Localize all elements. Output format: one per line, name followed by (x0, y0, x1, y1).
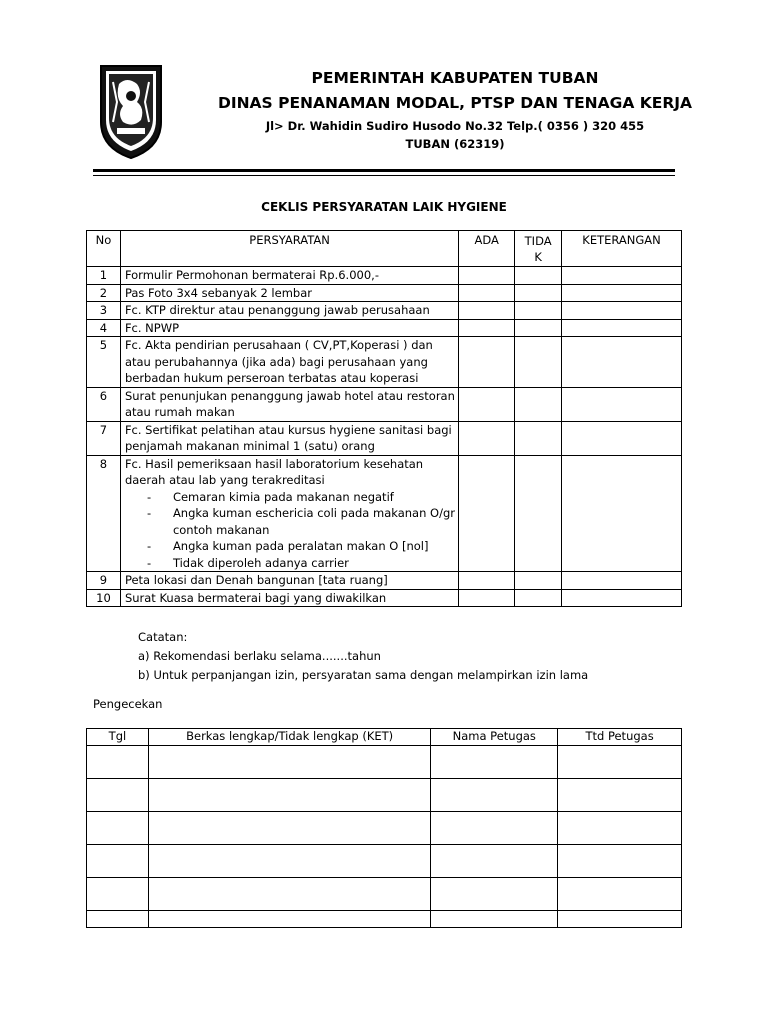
tgl-cell[interactable] (87, 845, 149, 878)
tidak-cell[interactable] (515, 572, 562, 590)
row-requirement: Fc. KTP direktur atau penanggung jawab perusahaan (120, 302, 458, 320)
berkas-cell[interactable] (148, 845, 430, 878)
col-header-no: No (87, 231, 121, 267)
row-requirement: Fc. Sertifikat pelatihan atau kursus hygiene sanitasi bagi penjamah makanan minimal 1 (satu) orang (120, 421, 458, 455)
tidak-cell[interactable] (515, 319, 562, 337)
tgl-cell[interactable] (87, 911, 149, 928)
col-header-berkas: Berkas lengkap/Tidak lengkap (KET) (148, 729, 430, 746)
ttd-petugas-cell[interactable] (558, 878, 682, 911)
keterangan-cell[interactable] (562, 455, 682, 572)
row-requirement: Formulir Permohonan bermaterai Rp.6.000,- (120, 267, 458, 285)
keterangan-cell[interactable] (562, 421, 682, 455)
col-header-tgl: Tgl (87, 729, 149, 746)
row-requirement: Pas Foto 3x4 sebanyak 2 lembar (120, 284, 458, 302)
row-requirement: Fc. NPWP (120, 319, 458, 337)
berkas-cell[interactable] (148, 746, 430, 779)
ada-cell[interactable] (459, 284, 515, 302)
col-header-tidak: TIDA K (515, 231, 562, 267)
table-row (87, 589, 682, 607)
berkas-cell[interactable] (148, 878, 430, 911)
notes-heading: Catatan: (138, 630, 188, 644)
nama-petugas-cell[interactable] (431, 812, 558, 845)
ada-cell[interactable] (459, 455, 515, 572)
row-requirement: Fc. Akta pendirian perusahaan ( CV,PT,Koperasi ) dan atau perubahannya (jika ada) bagi perusahaan yang berbadan hukum perseroan terbatas atau koperasi (120, 337, 458, 388)
requirements-header-row (87, 231, 682, 267)
header-divider-thick (93, 169, 675, 172)
ada-cell[interactable] (459, 302, 515, 320)
check-table (86, 728, 682, 928)
check-row (87, 779, 682, 812)
tidak-cell[interactable] (515, 589, 562, 607)
berkas-cell[interactable] (148, 779, 430, 812)
sub-requirement: - Tidak diperoleh adanya carrier (147, 555, 458, 572)
agency-city: TUBAN (62319) (405, 137, 505, 151)
table-row (87, 572, 682, 590)
nama-petugas-cell[interactable] (431, 911, 558, 928)
tidak-cell[interactable] (515, 387, 562, 421)
table-row (87, 319, 682, 337)
nama-petugas-cell[interactable] (431, 746, 558, 779)
keterangan-cell[interactable] (562, 302, 682, 320)
row-no: 9 (87, 572, 121, 590)
keterangan-cell[interactable] (562, 589, 682, 607)
check-header-row (87, 729, 682, 746)
row-no: 1 (87, 267, 121, 285)
sub-requirement: - Angka kuman pada peralatan makan O [nol] (147, 538, 458, 555)
nama-petugas-cell[interactable] (431, 845, 558, 878)
check-row (87, 746, 682, 779)
row-requirement-with-sublist (120, 455, 458, 572)
ttd-petugas-cell[interactable] (558, 746, 682, 779)
note-b: b) Untuk perpanjangan izin, persyaratan sama dengan melampirkan izin lama (138, 668, 589, 682)
ada-cell[interactable] (459, 387, 515, 421)
keterangan-cell[interactable] (562, 284, 682, 302)
note-a: a) Rekomendasi berlaku selama.......tahun (138, 649, 381, 663)
row-no: 5 (87, 337, 121, 388)
tidak-cell[interactable] (515, 455, 562, 572)
table-row (87, 302, 682, 320)
table-row (87, 387, 682, 421)
nama-petugas-cell[interactable] (431, 779, 558, 812)
agency-name: DINAS PENANAMAN MODAL, PTSP DAN TENAGA KERJA (217, 94, 693, 112)
ada-cell[interactable] (459, 319, 515, 337)
ttd-petugas-cell[interactable] (558, 911, 682, 928)
requirements-table (86, 230, 682, 607)
col-header-nama-petugas: Nama Petugas (431, 729, 558, 746)
nama-petugas-cell[interactable] (431, 878, 558, 911)
tgl-cell[interactable] (87, 746, 149, 779)
table-row (87, 284, 682, 302)
check-row (87, 812, 682, 845)
tidak-cell[interactable] (515, 284, 562, 302)
check-row (87, 845, 682, 878)
table-row (87, 337, 682, 388)
notes-section (138, 628, 588, 685)
keterangan-cell[interactable] (562, 387, 682, 421)
ada-cell[interactable] (459, 267, 515, 285)
table-row (87, 421, 682, 455)
sub-requirement-list (125, 489, 458, 572)
tgl-cell[interactable] (87, 878, 149, 911)
row-no: 4 (87, 319, 121, 337)
col-header-persyaratan: PERSYARATAN (120, 231, 458, 267)
col-header-ttd-petugas: Ttd Petugas (558, 729, 682, 746)
tgl-cell[interactable] (87, 779, 149, 812)
keterangan-cell[interactable] (562, 572, 682, 590)
check-row (87, 911, 682, 928)
row-no: 6 (87, 387, 121, 421)
ttd-petugas-cell[interactable] (558, 812, 682, 845)
ada-cell[interactable] (459, 421, 515, 455)
header-divider-thin (93, 175, 675, 176)
tidak-cell[interactable] (515, 337, 562, 388)
tidak-cell[interactable] (515, 302, 562, 320)
keterangan-cell[interactable] (562, 337, 682, 388)
row-no: 10 (87, 589, 121, 607)
document-title: CEKLIS PERSYARATAN LAIK HYGIENE (261, 200, 507, 214)
row-requirement: Surat Kuasa bermaterai bagi yang diwakilkan (120, 589, 458, 607)
check-heading: Pengecekan (93, 697, 163, 711)
sub-requirement: - Cemaran kimia pada makanan negatif (147, 489, 458, 506)
keterangan-cell[interactable] (562, 267, 682, 285)
ttd-petugas-cell[interactable] (558, 779, 682, 812)
ada-cell[interactable] (459, 572, 515, 590)
row-no: 7 (87, 421, 121, 455)
col-header-ada: ADA (459, 231, 515, 267)
col-header-keterangan: KETERANGAN (562, 231, 682, 267)
agency-address: Jl> Dr. Wahidin Sudiro Husodo No.32 Telp.( 0356 ) 320 455 (265, 119, 645, 133)
table-row (87, 267, 682, 285)
row-no: 3 (87, 302, 121, 320)
row-no: 2 (87, 284, 121, 302)
tidak-cell[interactable] (515, 267, 562, 285)
ttd-petugas-cell[interactable] (558, 845, 682, 878)
row-no: 8 (87, 455, 121, 572)
keterangan-cell[interactable] (562, 319, 682, 337)
ada-cell[interactable] (459, 589, 515, 607)
row-requirement: Fc. Hasil pemeriksaan hasil laboratorium kesehatan daerah atau lab yang terakreditasi (124, 456, 424, 487)
row-requirement: Peta lokasi dan Denah bangunan [tata ruang] (120, 572, 458, 590)
tgl-cell[interactable] (87, 812, 149, 845)
sub-requirement: - Angka kuman eschericia coli pada makanan O/gr contoh makanan (147, 505, 458, 538)
government-name: PEMERINTAH KABUPATEN TUBAN (311, 69, 599, 87)
kabupaten-tuban-emblem-icon (97, 62, 165, 160)
berkas-cell[interactable] (148, 911, 430, 928)
ada-cell[interactable] (459, 337, 515, 388)
row-requirement: Surat penunjukan penanggung jawab hotel atau restoran atau rumah makan (120, 387, 458, 421)
tidak-cell[interactable] (515, 421, 562, 455)
berkas-cell[interactable] (148, 812, 430, 845)
check-row (87, 878, 682, 911)
table-row (87, 455, 682, 572)
